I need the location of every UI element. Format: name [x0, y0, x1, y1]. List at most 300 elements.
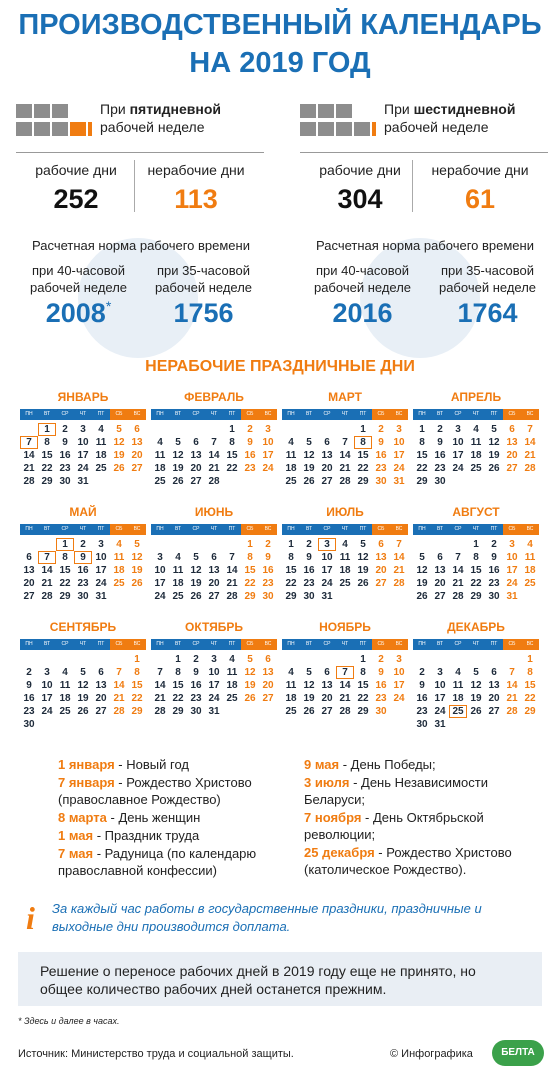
day-cell: 6 [378, 539, 384, 550]
weekday-label: СБ [110, 524, 128, 535]
weekday-header [20, 639, 146, 650]
day-cell: 16 [434, 450, 446, 461]
off-days-label: нерабочие дни [431, 162, 529, 178]
day-cell: 4 [288, 667, 294, 678]
day-cell: 4 [342, 539, 348, 550]
day-cell: 7 [396, 539, 402, 550]
day-cell: 25 [113, 578, 125, 589]
day-cell: 1 [247, 539, 253, 550]
day-cell: 13 [208, 565, 220, 576]
weekday-label: ВТ [436, 411, 444, 417]
day-cell: 11 [285, 450, 297, 461]
day-cell: 28 [154, 706, 166, 717]
day-cell: 2 [491, 539, 497, 550]
day-cell: 16 [375, 450, 387, 461]
month-11 [282, 620, 408, 718]
day-cell: 29 [285, 591, 297, 602]
footnote: * Здесь и далее в часах. [18, 1016, 120, 1026]
day-cell: 15 [285, 565, 297, 576]
holiday-item: 9 мая - День Победы; [304, 757, 436, 772]
weekday-label: ПН [287, 411, 295, 417]
day-cell: 20 [208, 578, 220, 589]
day-cell: 27 [375, 578, 387, 589]
day-cell: 29 [131, 706, 143, 717]
weekday-label: ПН [156, 411, 164, 417]
day-cell: 19 [77, 693, 89, 704]
day-cell: 18 [452, 693, 464, 704]
day-cell: 31 [77, 476, 89, 487]
day-cell: 28 [393, 578, 405, 589]
day-cell: 11 [339, 552, 351, 563]
weekday-label: ПН [25, 526, 33, 532]
day-cell: 24 [95, 578, 107, 589]
holiday-item: 7 января - Рождество Христово (православное Рождество) [58, 775, 252, 807]
day-cell: 24 [506, 578, 518, 589]
day-cell: 25 [95, 463, 107, 474]
weekday-label: СР [454, 411, 462, 417]
day-cell: 8 [527, 667, 533, 678]
day-cell: 5 [134, 539, 140, 550]
day-cell: 26 [113, 463, 125, 474]
day-cell: 27 [434, 591, 446, 602]
day-cell: 23 [375, 693, 387, 704]
day-cell: 1 [229, 424, 235, 435]
month-name: ИЮНЬ [194, 505, 234, 519]
holiday-item: 1 января - Новый год [58, 757, 189, 772]
day-cell: 25 [59, 706, 71, 717]
weekday-label: ПН [287, 526, 295, 532]
day-cell: 21 [226, 578, 238, 589]
source: Источник: Министерство труда и социальной защиты. [18, 1048, 294, 1060]
day-cell: 2 [247, 424, 253, 435]
day-cell: 18 [172, 578, 184, 589]
day-cell: 23 [375, 463, 387, 474]
five-day-squares-icon [16, 104, 92, 138]
day-cell: 6 [491, 667, 497, 678]
day-cell: 8 [134, 667, 140, 678]
day-cell: 10 [452, 437, 464, 448]
day-cell: 29 [470, 591, 482, 602]
day-cell: 31 [434, 719, 446, 730]
day-cell: 24 [452, 463, 464, 474]
day-cell: 22 [416, 463, 428, 474]
day-cell: 16 [77, 565, 89, 576]
day-cell: 14 [226, 565, 238, 576]
day-cell: 5 [306, 437, 312, 448]
day-cell: 30 [434, 476, 446, 487]
day-cell: 24 [77, 463, 89, 474]
day-cell: 1 [527, 654, 533, 665]
day-cell: 8 [473, 552, 479, 563]
day-cell: 27 [506, 463, 518, 474]
work-days-label: рабочие дни [35, 162, 117, 178]
day-cell: 21 [41, 578, 53, 589]
day-cell: 14 [23, 450, 35, 461]
day-cell: 3 [455, 424, 461, 435]
day-cell: 9 [419, 680, 425, 691]
page-title: ПРОИЗВОДСТВЕННЫЙ КАЛЕНДАРЬ НА 2019 ГОД [18, 9, 542, 79]
day-cell: 3 [318, 538, 336, 551]
day-cell: 14 [339, 450, 351, 461]
day-cell: 21 [208, 463, 220, 474]
day-cell: 2 [26, 667, 32, 678]
day-cell: 12 [470, 680, 482, 691]
day-cell: 8 [229, 437, 235, 448]
day-cell: 1 [56, 538, 74, 551]
day-cell: 15 [226, 450, 238, 461]
day-cell: 31 [321, 591, 333, 602]
day-cell: 28 [452, 591, 464, 602]
weekday-label: ПТ [490, 411, 498, 417]
day-cell: 12 [303, 680, 315, 691]
month-name: ЯНВАРЬ [57, 390, 109, 404]
day-cell: 3 [157, 552, 163, 563]
weekday-label: ПТ [359, 641, 367, 647]
weekday-label: ЧТ [472, 641, 480, 647]
day-cell: 2 [378, 424, 384, 435]
day-cell: 9 [26, 680, 32, 691]
day-cell: 6 [509, 424, 515, 435]
day-cell: 9 [247, 437, 253, 448]
month-name: ОКТЯБРЬ [184, 620, 243, 634]
day-cell: 18 [95, 450, 107, 461]
weekday-label: ПТ [228, 411, 236, 417]
day-cell: 27 [23, 591, 35, 602]
h35-value: 1764 [457, 298, 518, 328]
day-cell: 28 [339, 706, 351, 717]
day-cell: 17 [393, 450, 405, 461]
day-cell: 19 [488, 450, 500, 461]
day-cell: 12 [190, 565, 202, 576]
day-cell: 13 [131, 437, 143, 448]
day-cell: 29 [357, 476, 369, 487]
day-cell: 10 [154, 565, 166, 576]
day-cell: 1 [134, 654, 140, 665]
day-cell: 10 [434, 680, 446, 691]
day-cell: 25 [172, 591, 184, 602]
weekday-label: ПН [418, 641, 426, 647]
weekday-label: ЧТ [472, 526, 480, 532]
day-cell: 8 [419, 437, 425, 448]
day-cell: 3 [437, 667, 443, 678]
day-cell: 21 [524, 450, 536, 461]
six-day-squares-icon [300, 104, 376, 138]
day-cell: 29 [244, 591, 256, 602]
month-8 [413, 505, 539, 603]
day-cell: 30 [77, 591, 89, 602]
weekday-label: СР [61, 526, 69, 532]
day-cell: 25 [470, 463, 482, 474]
day-cell: 31 [506, 591, 518, 602]
day-cell: 22 [357, 693, 369, 704]
day-cell: 8 [288, 552, 294, 563]
work-days-label: рабочие дни [319, 162, 401, 178]
day-cell: 24 [262, 463, 274, 474]
credit: © Инфографика [390, 1048, 473, 1060]
holiday-item: 3 июля - День Независимости Беларуси; [304, 775, 488, 807]
weekday-header [20, 409, 146, 420]
weekday-label: ЧТ [79, 641, 87, 647]
day-cell: 16 [303, 565, 315, 576]
day-cell: 22 [244, 578, 256, 589]
weekday-label: СБ [241, 639, 259, 650]
day-cell: 6 [211, 552, 217, 563]
day-cell: 15 [41, 450, 53, 461]
day-cell: 31 [393, 476, 405, 487]
note-box: Решение о переносе рабочих дней в 2019 году еще не принято, но общее количество рабочих дней останется прежним. [18, 952, 542, 1006]
day-cell: 10 [41, 680, 53, 691]
weekday-label: СР [323, 526, 331, 532]
day-cell: 17 [41, 693, 53, 704]
day-cell: 1 [360, 424, 366, 435]
weekday-label: ПТ [97, 411, 105, 417]
day-cell: 30 [262, 591, 274, 602]
holiday-item: 1 мая - Праздник труда [58, 828, 200, 843]
day-cell: 1 [175, 654, 181, 665]
day-cell: 28 [524, 463, 536, 474]
day-cell: 17 [321, 565, 333, 576]
day-cell: 1 [360, 654, 366, 665]
day-cell: 3 [80, 424, 86, 435]
belta-logo: БЕЛТА [492, 1040, 544, 1066]
day-cell: 24 [393, 463, 405, 474]
day-cell: 27 [95, 706, 107, 717]
day-cell: 19 [470, 693, 482, 704]
day-cell: 28 [226, 591, 238, 602]
weekday-label: СР [192, 411, 200, 417]
weekday-label: ВТ [436, 641, 444, 647]
day-cell: 1 [419, 424, 425, 435]
weekday-label: ЧТ [210, 526, 218, 532]
info-text: За каждый час работы в государственные праздники, праздничные и выходные дни производится доплата. [52, 901, 482, 934]
month-name: АВГУСТ [452, 505, 500, 519]
weekday-label: ЧТ [79, 411, 87, 417]
day-cell: 13 [95, 680, 107, 691]
weekday-header [151, 639, 277, 650]
weekday-label: ВС [128, 639, 146, 650]
day-cell: 9 [306, 552, 312, 563]
day-cell: 7 [342, 437, 348, 448]
day-cell: 14 [339, 680, 351, 691]
day-cell: 25 [339, 578, 351, 589]
weekday-label: ПТ [97, 526, 105, 532]
day-cell: 27 [190, 476, 202, 487]
weekday-label: ЧТ [79, 526, 87, 532]
weekday-header [20, 524, 146, 535]
day-cell: 4 [175, 552, 181, 563]
day-cell: 6 [26, 552, 32, 563]
day-cell: 25 [226, 693, 238, 704]
day-cell: 5 [193, 552, 199, 563]
weekday-header [282, 639, 408, 650]
day-cell: 16 [23, 693, 35, 704]
day-cell: 26 [470, 706, 482, 717]
day-cell: 3 [265, 424, 271, 435]
day-cell: 19 [190, 578, 202, 589]
day-cell: 21 [452, 578, 464, 589]
info-icon: i [26, 900, 35, 936]
holiday-item: 7 ноября - День Октябрьской революции; [304, 810, 484, 842]
weekday-label: ПТ [490, 641, 498, 647]
day-cell: 2 [193, 654, 199, 665]
day-cell: 9 [62, 437, 68, 448]
day-cell: 4 [288, 437, 294, 448]
day-cell: 19 [172, 463, 184, 474]
holiday-item: 8 марта - День женщин [58, 810, 201, 825]
day-cell: 20 [95, 693, 107, 704]
month-name: НОЯБРЬ [319, 620, 371, 634]
day-cell: 30 [190, 706, 202, 717]
weekday-label: ПН [25, 411, 33, 417]
day-cell: 10 [208, 667, 220, 678]
h35-label: при 35-часовой рабочей неделе [154, 263, 253, 295]
weekday-label: СР [323, 641, 331, 647]
weekday-label: ЧТ [341, 411, 349, 417]
h35-label: при 35-часовой рабочей неделе [438, 263, 537, 295]
day-cell: 30 [59, 476, 71, 487]
off-days-label: нерабочие дни [147, 162, 245, 178]
day-cell: 17 [262, 450, 274, 461]
day-cell: 16 [488, 565, 500, 576]
day-cell: 17 [95, 565, 107, 576]
day-cell: 30 [375, 706, 387, 717]
weekday-label: ВТ [305, 526, 313, 532]
day-cell: 12 [131, 552, 143, 563]
h40-label: при 40-часовой рабочей неделе [313, 263, 412, 295]
day-cell: 23 [23, 706, 35, 717]
day-cell: 17 [393, 680, 405, 691]
day-cell: 3 [396, 654, 402, 665]
day-cell: 5 [491, 424, 497, 435]
weekday-label: ВТ [305, 411, 313, 417]
day-cell: 28 [339, 476, 351, 487]
day-cell: 15 [59, 565, 71, 576]
day-cell: 20 [321, 463, 333, 474]
day-cell: 4 [62, 667, 68, 678]
day-cell: 16 [416, 693, 428, 704]
month-name: ИЮЛЬ [326, 505, 364, 519]
day-cell: 20 [488, 693, 500, 704]
weekday-label: ВС [259, 524, 277, 535]
weekday-label: СР [454, 641, 462, 647]
day-cell: 30 [23, 719, 35, 730]
day-cell: 22 [41, 463, 53, 474]
day-cell: 25 [524, 578, 536, 589]
day-cell: 15 [172, 680, 184, 691]
weekday-label: ВТ [174, 411, 182, 417]
day-cell: 14 [524, 437, 536, 448]
day-cell: 11 [470, 437, 482, 448]
day-cell: 22 [285, 578, 297, 589]
day-cell: 26 [416, 591, 428, 602]
day-cell: 11 [172, 565, 184, 576]
month-6 [151, 505, 277, 603]
day-cell: 11 [226, 667, 238, 678]
day-cell: 6 [193, 437, 199, 448]
day-cell: 9 [491, 552, 497, 563]
weekday-label: ВС [259, 639, 277, 650]
day-cell: 23 [262, 578, 274, 589]
day-cell: 30 [416, 719, 428, 730]
month-1 [20, 390, 146, 488]
day-cell: 19 [303, 693, 315, 704]
day-cell: 27 [208, 591, 220, 602]
weekday-label: СБ [372, 639, 390, 650]
day-cell: 10 [506, 552, 518, 563]
weekday-label: СР [323, 411, 331, 417]
weekday-label: ПТ [228, 641, 236, 647]
day-cell: 29 [524, 706, 536, 717]
weekday-label: СР [192, 526, 200, 532]
day-cell: 17 [506, 565, 518, 576]
day-cell: 18 [339, 565, 351, 576]
weekday-label: ВТ [436, 526, 444, 532]
day-cell: 13 [488, 680, 500, 691]
day-cell: 13 [321, 450, 333, 461]
month-12 [413, 620, 539, 731]
weekday-label: ПТ [490, 526, 498, 532]
weekday-label: ПТ [359, 526, 367, 532]
day-cell: 25 [285, 476, 297, 487]
day-cell: 21 [393, 565, 405, 576]
day-cell: 19 [131, 565, 143, 576]
weekday-label: ВС [521, 409, 539, 420]
day-cell: 15 [131, 680, 143, 691]
day-cell: 7 [336, 666, 354, 679]
day-cell: 7 [229, 552, 235, 563]
day-cell: 18 [226, 680, 238, 691]
weekday-label: ВС [390, 639, 408, 650]
day-cell: 4 [229, 654, 235, 665]
day-cell: 14 [393, 552, 405, 563]
day-cell: 10 [77, 437, 89, 448]
weekday-label: СБ [372, 524, 390, 535]
weekday-label: ЧТ [472, 411, 480, 417]
holiday-item: 7 мая - Радуница (по календарю православной конфессии) [58, 846, 257, 878]
day-cell: 6 [98, 667, 104, 678]
weekday-label: ПН [156, 526, 164, 532]
weekday-label: СБ [503, 409, 521, 420]
day-cell: 19 [416, 578, 428, 589]
day-cell: 8 [247, 552, 253, 563]
weekday-label: ВС [521, 524, 539, 535]
holidays-left [58, 756, 278, 880]
day-cell: 28 [208, 476, 220, 487]
day-cell: 22 [470, 578, 482, 589]
day-cell: 17 [452, 450, 464, 461]
day-cell: 19 [303, 463, 315, 474]
day-cell: 6 [437, 552, 443, 563]
day-cell: 16 [244, 450, 256, 461]
day-cell: 15 [244, 565, 256, 576]
month-name: МАЙ [69, 505, 97, 519]
day-cell: 6 [134, 424, 140, 435]
day-cell: 10 [321, 552, 333, 563]
weekday-header [151, 524, 277, 535]
day-cell: 5 [175, 437, 181, 448]
day-cell: 9 [265, 552, 271, 563]
day-cell: 29 [357, 706, 369, 717]
weekday-label: СР [61, 641, 69, 647]
off-days-value: 113 [174, 184, 218, 214]
day-cell: 25 [285, 706, 297, 717]
day-cell: 22 [226, 463, 238, 474]
day-cell: 7 [157, 667, 163, 678]
day-cell: 26 [357, 578, 369, 589]
holiday-item: 25 декабря - Рождество Христово (католическое Рождество). [304, 845, 512, 877]
day-cell: 26 [303, 476, 315, 487]
day-cell: 17 [208, 680, 220, 691]
